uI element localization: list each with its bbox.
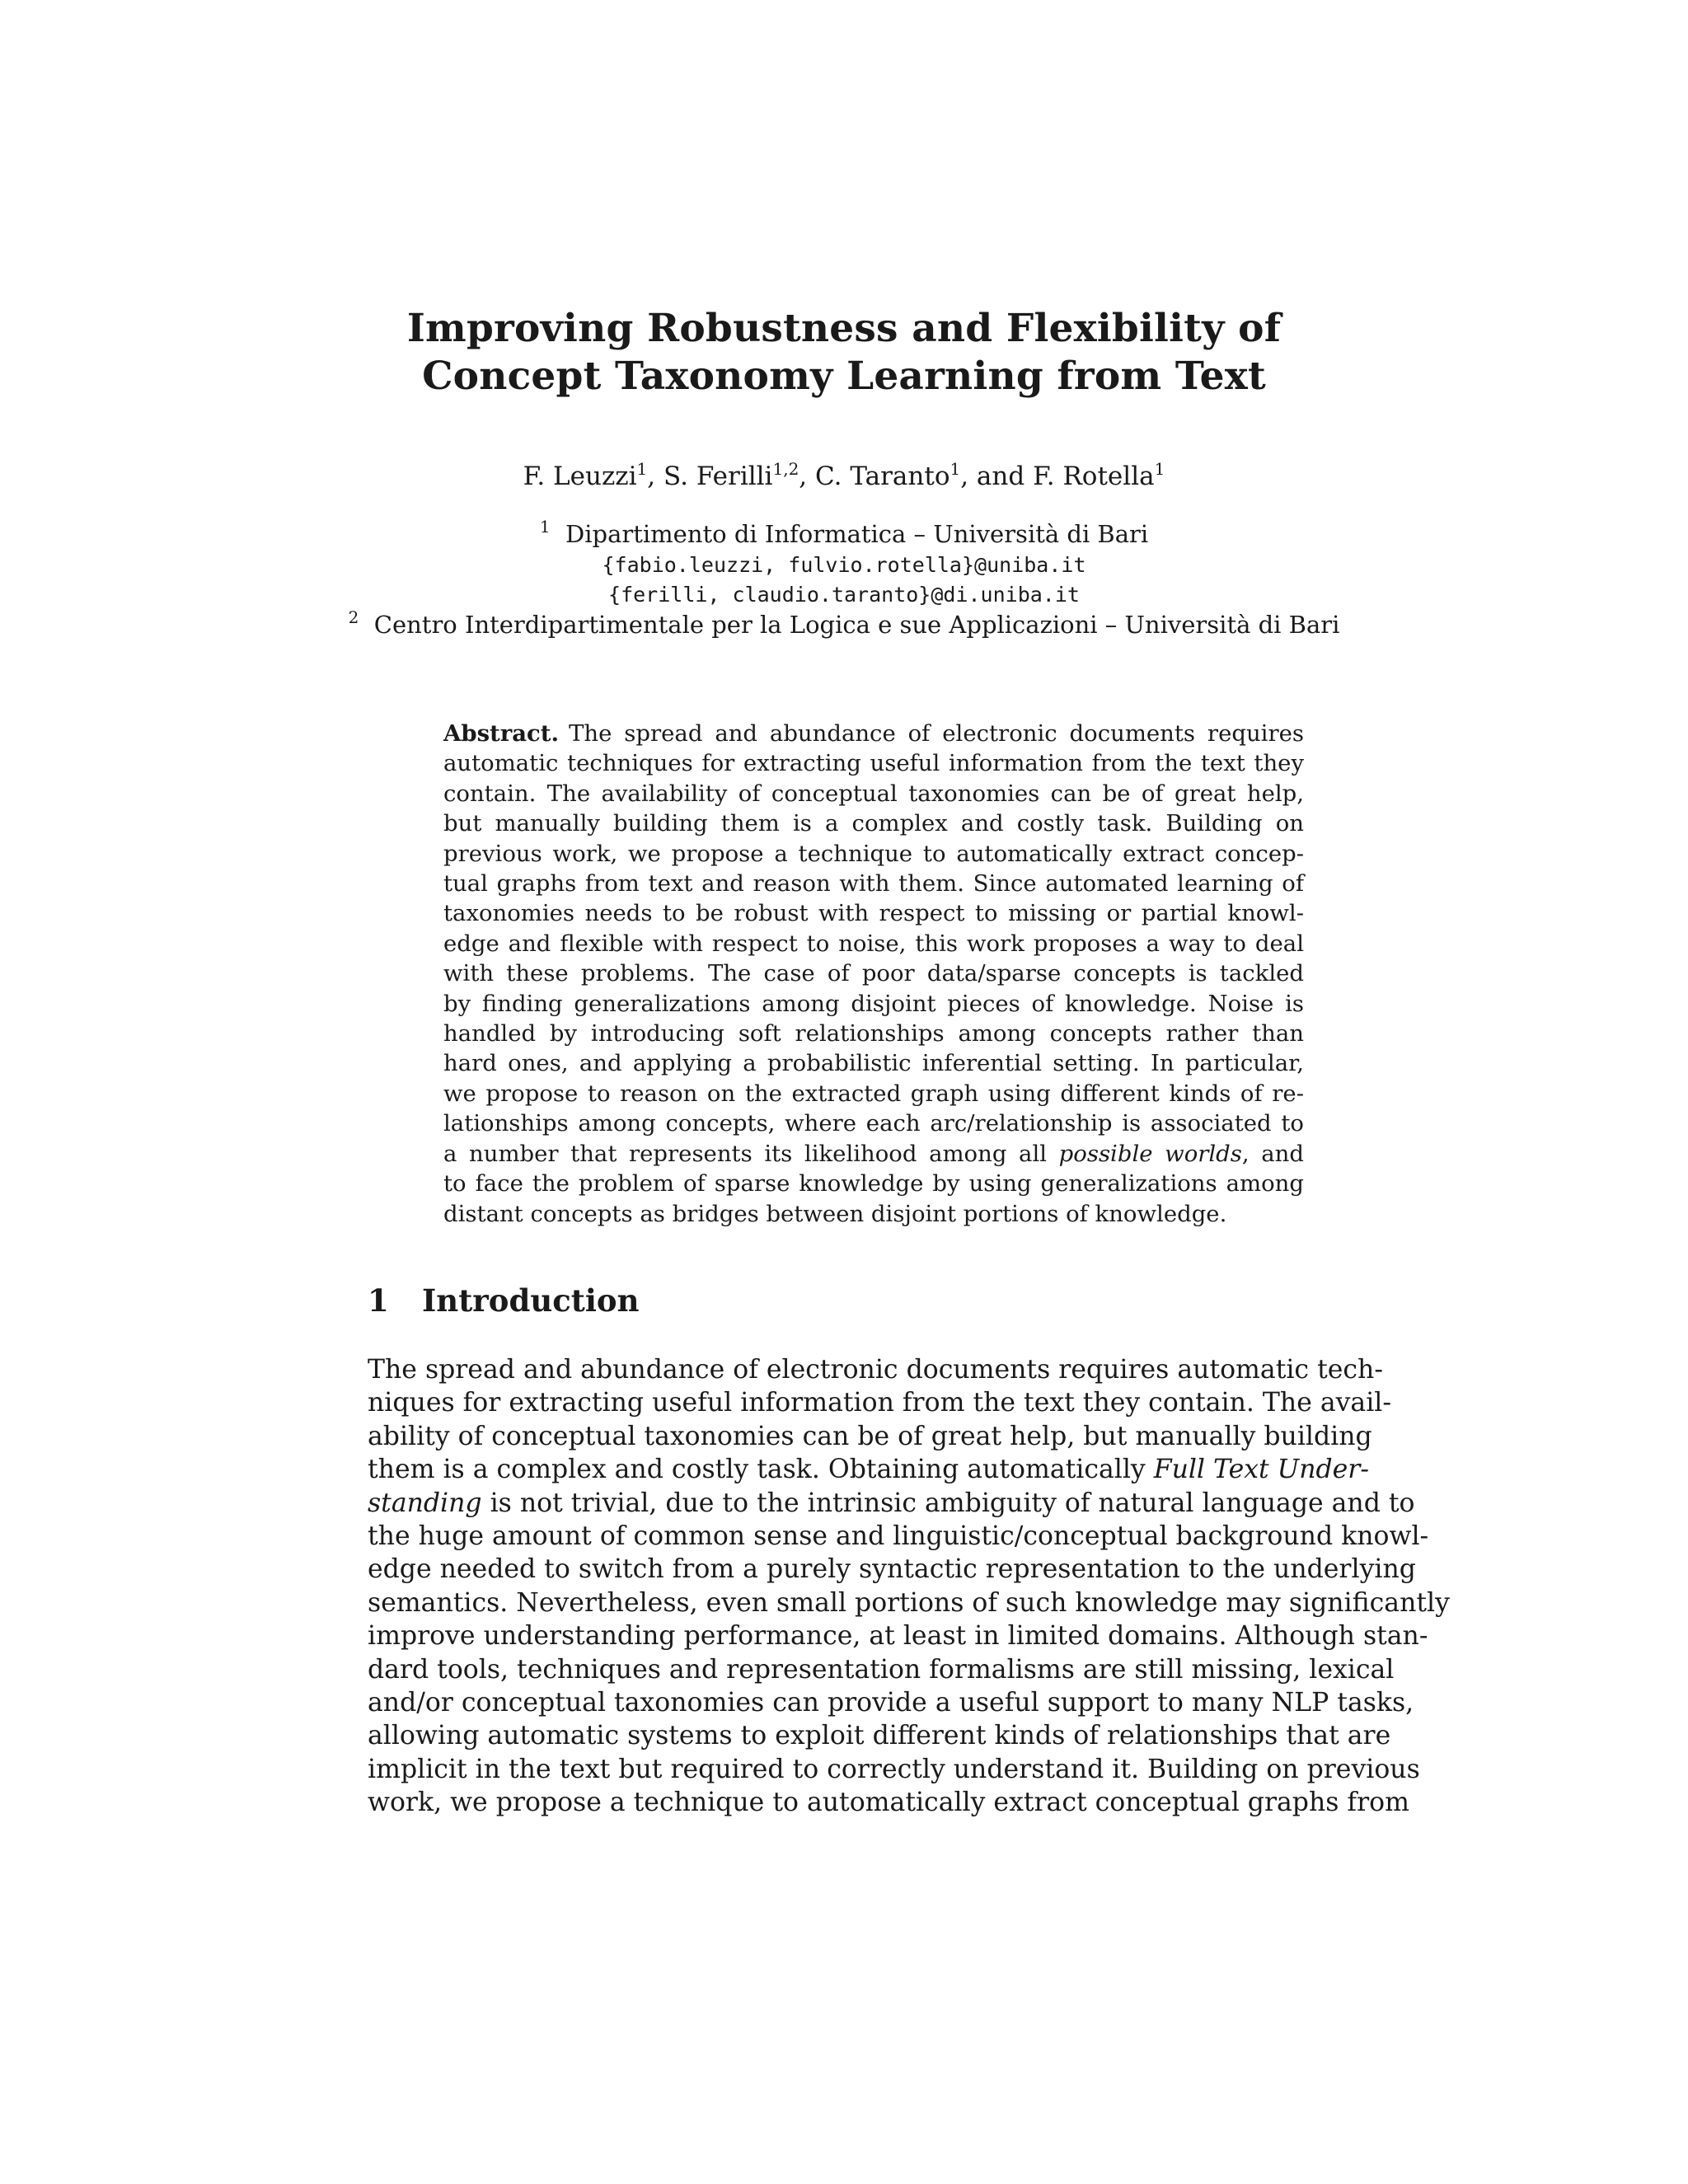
abstract-line: contain. The availability of conceptual taxonomies can be of great help, bbox=[443, 780, 1304, 807]
emphasis-full-text-understanding: Full Text Under- bbox=[1153, 1455, 1370, 1485]
affiliation-name: Dipartimento di Informatica – Università di Bari bbox=[565, 520, 1149, 548]
body-line: The spread and abundance of electronic documents requires automatic tech- bbox=[368, 1355, 1383, 1385]
author-name: F. Leuzzi bbox=[523, 462, 637, 491]
paper-title bbox=[0, 305, 1688, 401]
section-number: 1 bbox=[368, 1282, 389, 1319]
body-line: implicit in the text but required to correctly understand it. Building on previous bbox=[368, 1754, 1420, 1784]
author-name: S. Ferilli bbox=[663, 462, 773, 491]
section-heading-introduction bbox=[368, 1282, 640, 1319]
emphasis-standing: standing bbox=[368, 1488, 482, 1518]
email-line-2: {ferilli, claudio.taranto}@di.uniba.it bbox=[608, 583, 1080, 607]
author-separator: , bbox=[799, 462, 816, 491]
abstract-line: automatic techniques for extracting useful information from the text they bbox=[443, 750, 1304, 777]
abstract-line: but manually building them is a complex and costly task. Building on bbox=[443, 810, 1304, 837]
body-line: ability of conceptual taxonomies can be of great help, but manually building bbox=[368, 1421, 1372, 1451]
title-line-2: Concept Taxonomy Learning from Text bbox=[422, 354, 1266, 399]
affiliation-name: Centro Interdipartimentale per la Logica e sue Applicazioni – Università di Bari bbox=[373, 611, 1340, 639]
email-line-1: {fabio.leuzzi, fulvio.rotella}@uniba.it bbox=[602, 553, 1086, 577]
author-separator: , bbox=[647, 462, 663, 491]
emphasis-possible-worlds: possible worlds bbox=[1058, 1140, 1242, 1167]
body-line: and/or conceptual taxonomies can provide a useful support to many NLP tasks, bbox=[368, 1688, 1414, 1718]
author-separator: , and bbox=[960, 462, 1034, 491]
abstract bbox=[443, 719, 1304, 1229]
abstract-line: previous work, we propose a technique to automatically extract concep- bbox=[443, 840, 1304, 867]
abstract-line: handled by introducing soft relationships among concepts rather than bbox=[443, 1020, 1304, 1047]
abstract-line: Abstract. The spread and abundance of electronic documents requires bbox=[443, 720, 1304, 747]
author-affiliation-mark: 1,2 bbox=[772, 459, 799, 479]
body-line: niques for extracting useful information from the text they contain. The avail- bbox=[368, 1388, 1392, 1418]
body-line: improve understanding performance, at least in limited domains. Although stan- bbox=[368, 1621, 1428, 1652]
affiliation-mark: 1 bbox=[539, 517, 551, 537]
section-title: Introduction bbox=[422, 1282, 640, 1319]
title-line-1: Improving Robustness and Flexibility of bbox=[406, 306, 1282, 351]
affiliation-2 bbox=[0, 607, 1688, 640]
abstract-label: Abstract. bbox=[443, 720, 560, 747]
body-line: semantics. Nevertheless, even small portions of such knowledge may significantly bbox=[368, 1587, 1450, 1618]
author-affiliation-mark: 1 bbox=[636, 459, 648, 479]
abstract-line: edge and flexible with respect to noise, this work proposes a way to deal bbox=[443, 930, 1304, 957]
abstract-line: taxonomies needs to be robust with respect to missing or partial knowl- bbox=[443, 900, 1304, 927]
abstract-line: hard ones, and applying a probabilistic inferential setting. In particular, bbox=[443, 1050, 1304, 1077]
affiliation-1 bbox=[0, 519, 1688, 549]
body-line: edge needed to switch from a purely syntactic representation to the underlying bbox=[368, 1554, 1416, 1585]
body-line: the huge amount of common sense and linguistic/conceptual background knowl- bbox=[368, 1521, 1429, 1552]
introduction-body bbox=[368, 1353, 1450, 1820]
author-list bbox=[0, 460, 1688, 493]
author-affiliation-mark: 1 bbox=[1154, 459, 1165, 479]
body-line: work, we propose a technique to automatically extract conceptual graphs from bbox=[368, 1788, 1409, 1818]
body-line: them is a complex and costly task. Obtaining automatically Full Text Under- bbox=[368, 1455, 1370, 1485]
abstract-line: with these problems. The case of poor data/sparse concepts is tackled bbox=[443, 960, 1304, 987]
body-line: allowing automatic systems to exploit different kinds of relationships that are bbox=[368, 1721, 1391, 1751]
body-line: standing is not trivial, due to the intrinsic ambiguity of natural language and to bbox=[368, 1488, 1415, 1518]
author-name: C. Taranto bbox=[815, 462, 950, 491]
body-line: dard tools, techniques and representation formalisms are still missing, lexical bbox=[368, 1654, 1395, 1685]
author-affiliation-mark: 1 bbox=[950, 459, 961, 479]
affiliation-mark: 2 bbox=[348, 607, 359, 627]
abstract-line: to face the problem of sparse knowledge by using generalizations among bbox=[443, 1170, 1304, 1197]
abstract-line: distant concepts as bridges between disjoint portions of knowledge. bbox=[443, 1200, 1227, 1227]
abstract-line: a number that represents its likelihood among all possible worlds, and bbox=[443, 1140, 1304, 1167]
abstract-line: lationships among concepts, where each arc/relationship is associated to bbox=[443, 1110, 1304, 1137]
abstract-line: by finding generalizations among disjoint pieces of knowledge. Noise is bbox=[443, 990, 1304, 1017]
abstract-line: we propose to reason on the extracted graph using different kinds of re- bbox=[443, 1080, 1304, 1107]
author-name: F. Rotella bbox=[1033, 462, 1155, 491]
abstract-line: tual graphs from text and reason with them. Since automated learning of bbox=[443, 870, 1304, 898]
